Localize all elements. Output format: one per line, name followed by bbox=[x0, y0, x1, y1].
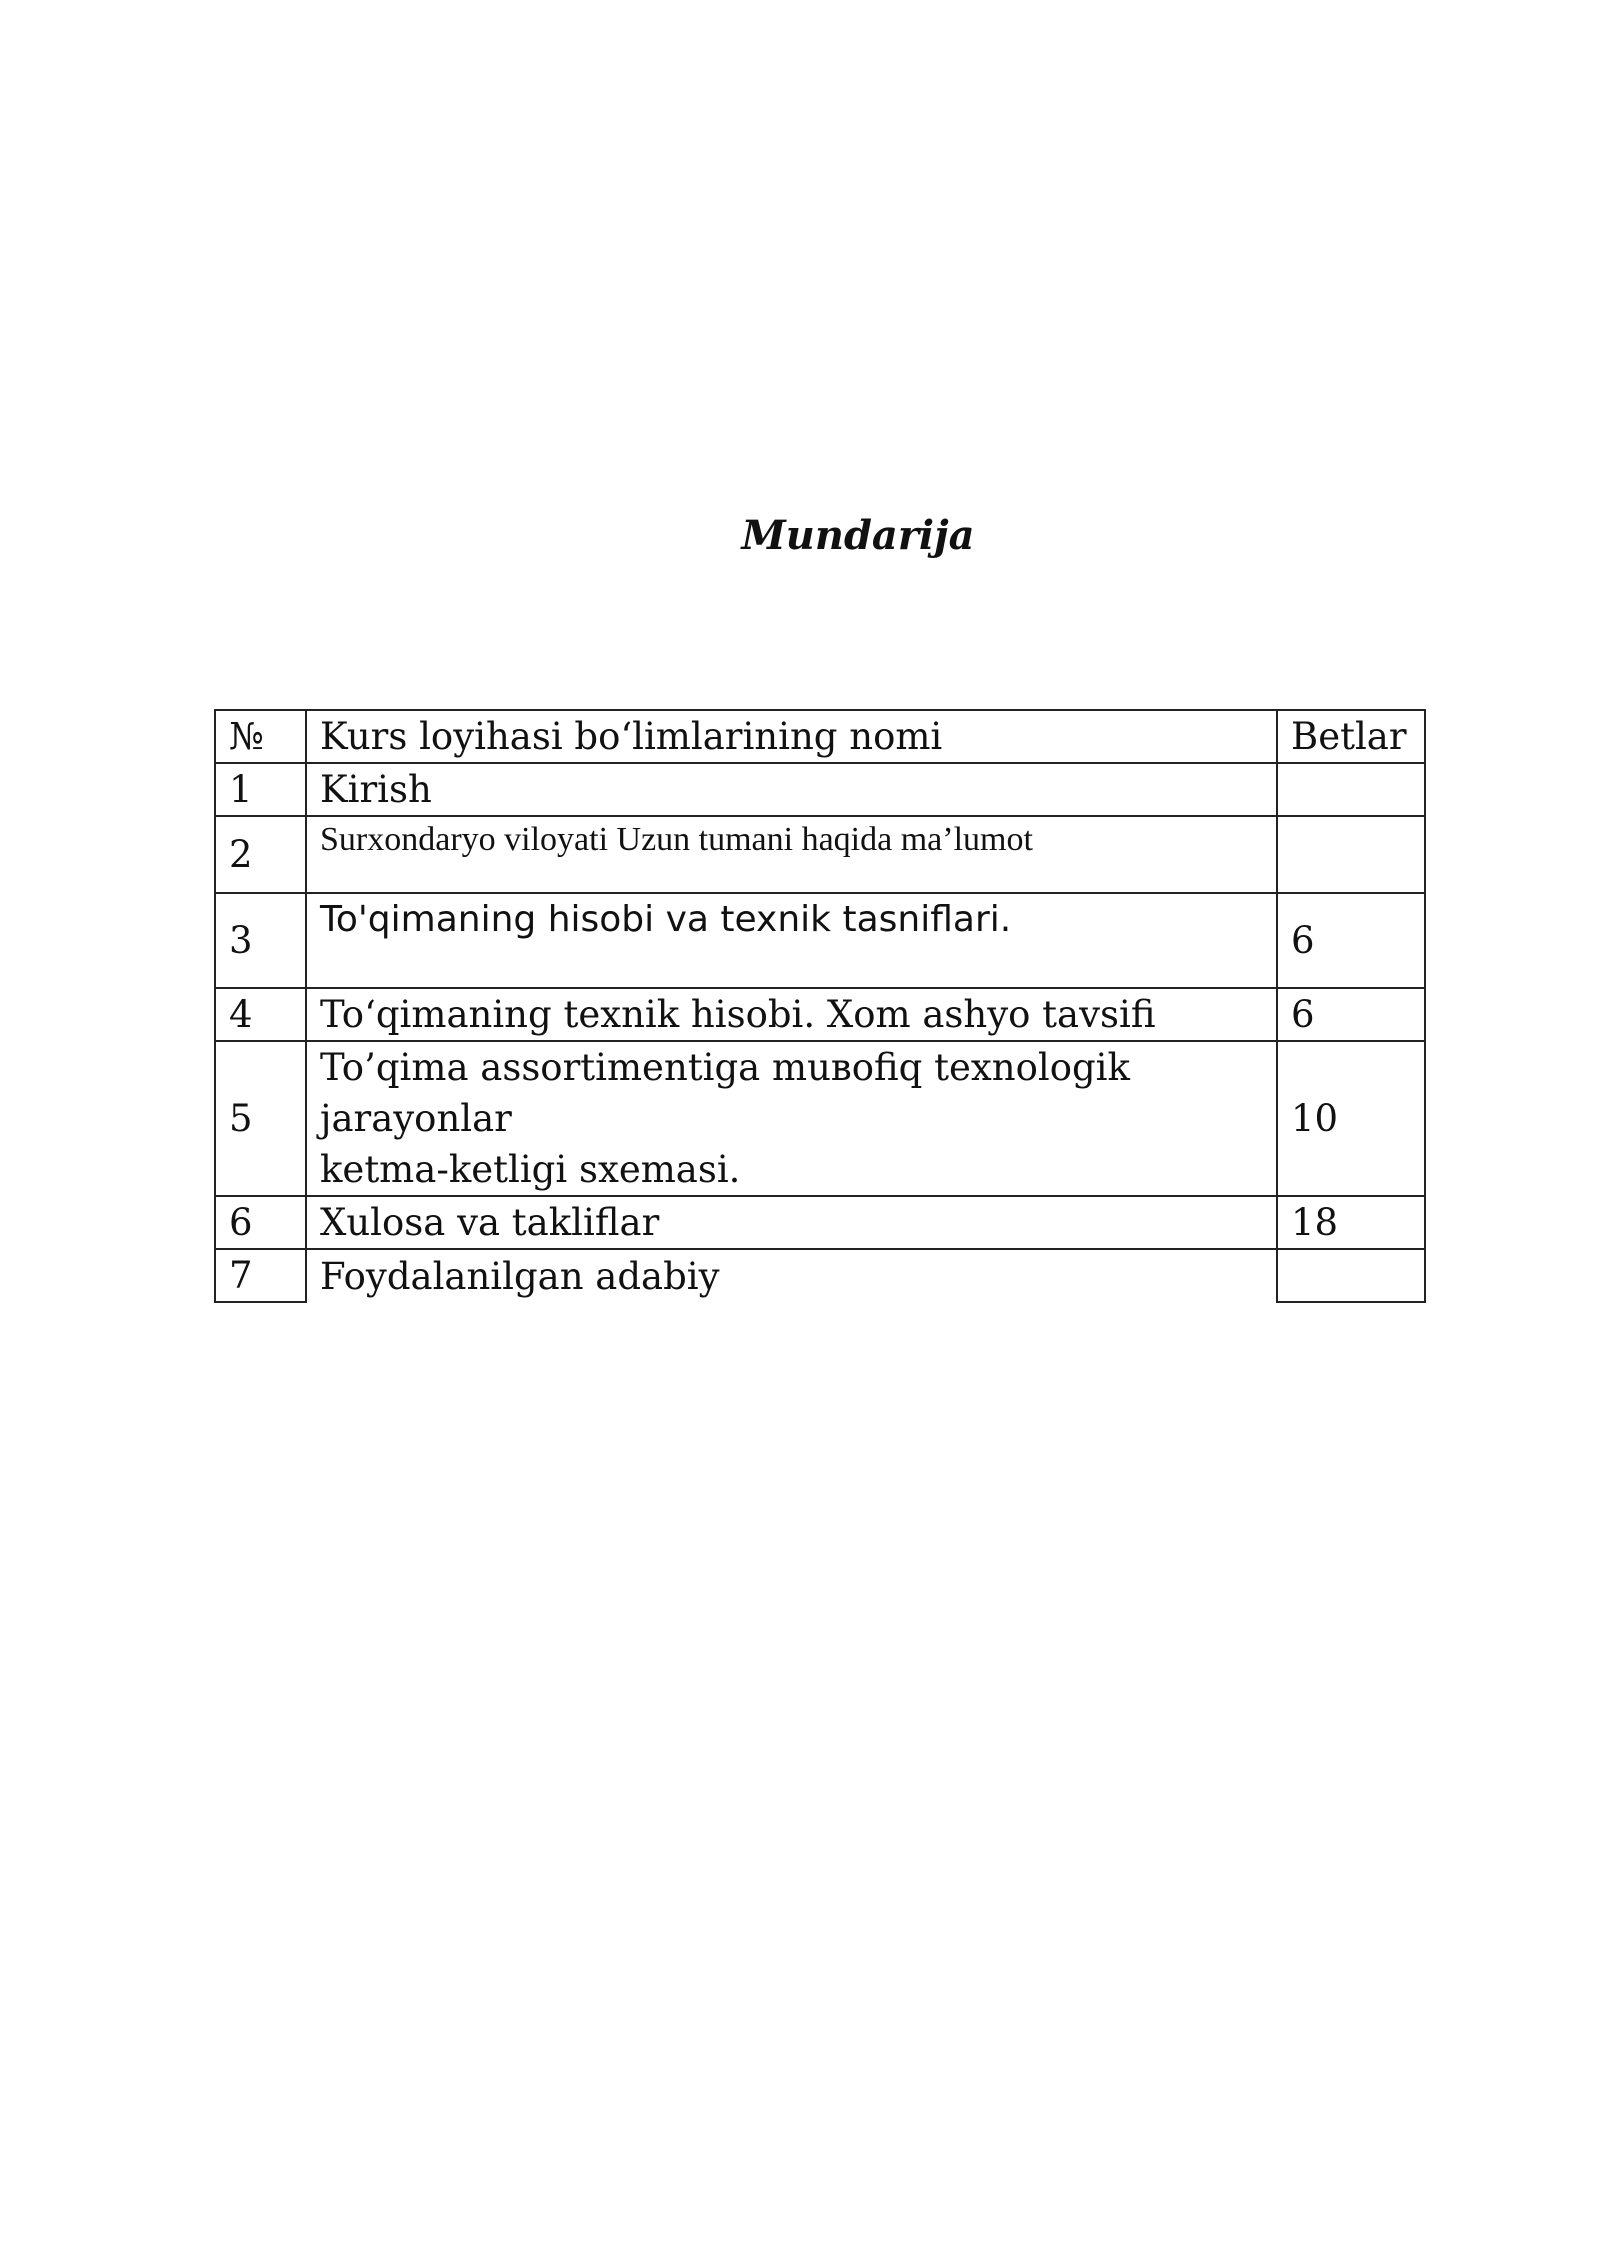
row-title: Foydalanilgan adabiy bbox=[306, 1249, 1277, 1302]
table-header-row bbox=[215, 710, 1425, 763]
table-row bbox=[215, 1196, 1425, 1249]
row-page bbox=[1277, 816, 1425, 893]
row-number: 3 bbox=[215, 893, 306, 988]
row-page: 10 bbox=[1277, 1041, 1425, 1196]
header-section-title: Kurs loyihasi bo‘limlarining nomi bbox=[306, 710, 1277, 763]
header-number: № bbox=[215, 710, 306, 763]
row-title: Kirish bbox=[306, 763, 1277, 816]
table-row bbox=[215, 816, 1425, 893]
row-title-line: jarayonlar bbox=[320, 1097, 512, 1140]
table-row bbox=[215, 1249, 1425, 1302]
row-number: 4 bbox=[215, 988, 306, 1041]
row-title: To‘qimaning texnik hisobi. Xom ashyo tavsifi bbox=[306, 988, 1277, 1041]
row-title: To'qimaning hisobi va texnik tasniflari. bbox=[306, 893, 1277, 988]
row-title: Surxondaryo viloyati Uzun tumani haqida ma’lumot bbox=[306, 816, 1277, 893]
row-number: 6 bbox=[215, 1196, 306, 1249]
row-page: 18 bbox=[1277, 1196, 1425, 1249]
table-row bbox=[215, 988, 1425, 1041]
header-pages: Betlar bbox=[1277, 710, 1425, 763]
row-page: 6 bbox=[1277, 988, 1425, 1041]
table-of-contents bbox=[214, 709, 1426, 1303]
row-title: Xulosa va takliflar bbox=[306, 1196, 1277, 1249]
table-row bbox=[215, 763, 1425, 816]
row-number: 1 bbox=[215, 763, 306, 816]
table-row bbox=[215, 893, 1425, 988]
row-page bbox=[1277, 1249, 1425, 1302]
page-title: Mundarija bbox=[741, 512, 975, 559]
table-row bbox=[215, 1041, 1425, 1196]
row-page bbox=[1277, 763, 1425, 816]
row-page: 6 bbox=[1277, 893, 1425, 988]
row-title-line: To’qima assortimentiga muвofiq texnologik bbox=[320, 1046, 1130, 1089]
row-title-line: ketma-ketligi sxemasi. bbox=[320, 1148, 741, 1191]
row-number: 5 bbox=[215, 1041, 306, 1196]
row-number: 7 bbox=[215, 1249, 306, 1302]
row-title bbox=[306, 1041, 1277, 1196]
row-number: 2 bbox=[215, 816, 306, 893]
